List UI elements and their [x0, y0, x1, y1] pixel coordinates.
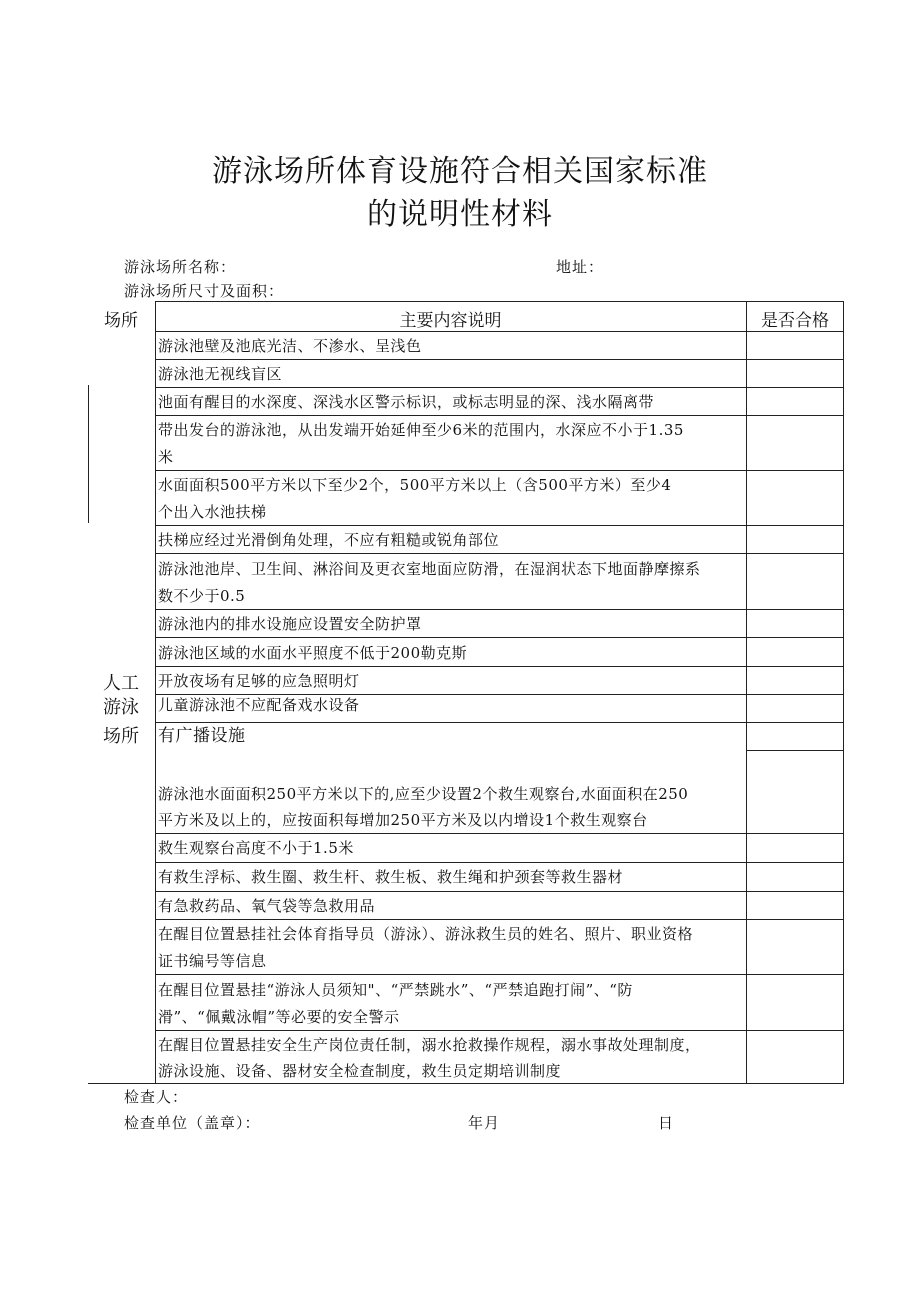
row-11-text: 儿童游泳池不应配备戏水设备	[158, 696, 360, 714]
row-18-text: 在醒目位置悬挂“游泳人员须知"、“严禁跳水”、“严禁追跑打闹”、“防	[158, 981, 633, 999]
row-3-text: 池面有醒目的水深度、深浅水区警示标识，或标志明显的深、浅水隔离带	[158, 393, 655, 411]
row-6-text: 扶梯应经过光滑倒角处理，不应有粗糙或锐角部位	[158, 531, 500, 549]
header-venue: 场所	[104, 311, 138, 331]
size-area-label: 游泳场所尺寸及面积：	[124, 282, 285, 300]
row-7-text-cont: 数不少于0.5	[158, 587, 246, 605]
row-1-text: 游泳池壁及池底光洁、不渗水、呈浅色	[158, 337, 422, 355]
row-18-text-cont: 滑”、“佩戴泳帽”等必要的安全警示	[158, 1008, 400, 1026]
row-16-text: 有急救药品、氧气袋等急救用品	[158, 897, 376, 915]
address-label: 地址：	[556, 258, 605, 276]
row-17-text: 在醒目位置悬挂社会体育指导员（游泳）、游泳救生员的姓名、照片、职业资格	[158, 925, 694, 943]
row-9-text: 游泳池区域的水面水平照度不低于200勒克斯	[158, 644, 468, 662]
year-month-label: 年月	[468, 1114, 501, 1132]
category-label-line2: 游泳	[103, 697, 139, 718]
row-4-text: 带出发台的游泳池，从出发端开始延伸至少6米的范围内，水深应不小于1.35	[158, 421, 684, 439]
row-5-text-cont: 个出入水池扶梯	[158, 503, 267, 521]
row-4-text-cont: 米	[158, 448, 174, 466]
row-17-text-cont: 证书编号等信息	[158, 952, 267, 970]
header-qualified: 是否合格	[761, 311, 829, 331]
day-label: 日	[658, 1114, 675, 1132]
row-10-text: 开放夜场有足够的应急照明灯	[158, 672, 360, 690]
row-13-text: 游泳池水面面积250平方米以下的,应至少设置2个救生观察台,水面面积在250	[158, 785, 689, 803]
row-5-text: 水面面积500平方米以下至少2个，500平方米以上（含500平方米）至少4	[158, 476, 672, 494]
inspection-unit-label: 检查单位（盖章）：	[124, 1114, 261, 1132]
row-8-text: 游泳池内的排水设施应设置安全防护罩	[158, 615, 422, 633]
document-title-line1: 游泳场所体育设施符合相关国家标准	[212, 154, 708, 189]
category-label-line1: 人工	[103, 673, 139, 694]
inspector-label: 检查人：	[124, 1088, 189, 1106]
row-12-text: 有广播设施	[158, 726, 246, 746]
venue-name-label: 游泳场所名称：	[124, 258, 237, 276]
category-label-line3: 场所	[103, 726, 139, 747]
row-14-text: 救生观察台高度不小于1.5米	[158, 839, 354, 857]
document-title-line2: 的说明性材料	[367, 197, 553, 232]
row-19-text: 在醒目位置悬挂安全生产岗位责任制，溺水抢救操作规程，溺水事故处理制度，	[158, 1036, 701, 1054]
header-main-content: 主要内容说明	[399, 311, 502, 331]
row-15-text: 有救生浮标、救生圈、救生杆、救生板、救生绳和护颈套等救生器材	[158, 868, 624, 886]
row-2-text: 游泳池无视线盲区	[158, 365, 283, 383]
row-7-text: 游泳池池岸、卫生间、淋浴间及更衣室地面应防滑，在湿润状态下地面静摩擦系	[158, 560, 701, 578]
row-19-text-cont: 游泳设施、设备、器材安全检查制度，救生员定期培训制度	[158, 1062, 562, 1080]
row-13-text-cont: 平方米及以上的，应按面积每增加250平方米及以内增设1个救生观察台	[158, 811, 648, 829]
